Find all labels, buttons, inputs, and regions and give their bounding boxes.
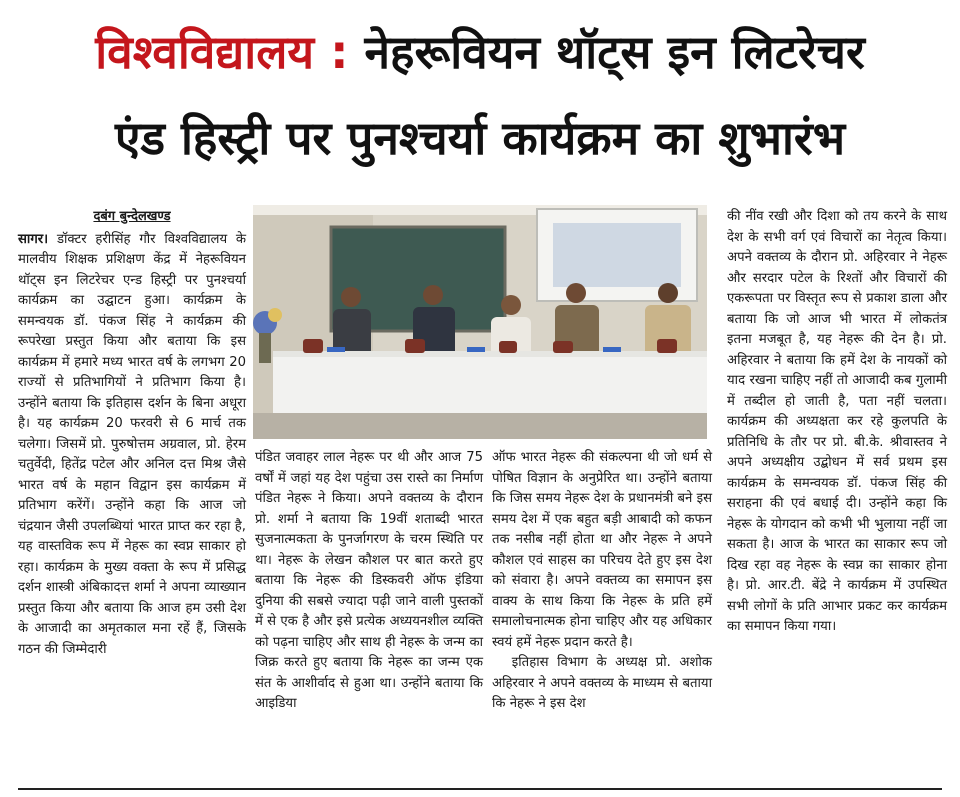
- headline-line-2: एंड हिस्ट्री पर पुनश्चर्या कार्यक्रम का शुभारंभ: [114, 111, 846, 165]
- bottom-rule: [18, 788, 942, 790]
- column-3-body-para-2: इतिहास विभाग के अध्यक्ष प्रो. अशोक अहिरवार ने अपने वक्तव्य के माध्यम से बताया कि नेहरू ने इस देश: [492, 655, 712, 711]
- headline-kicker: विश्वविद्यालय :: [95, 25, 349, 79]
- event-photo-image: [253, 205, 707, 439]
- dateline: सागर।: [18, 231, 49, 247]
- article-column-4: [727, 207, 947, 638]
- column-1-body: डॉक्टर हरीसिंह गौर विश्वविद्यालय के मालवीय शिक्षक प्रशिक्षण केंद्र में नेहरूवियन थॉट्स इन लिटरेचर एन्ड हिस्ट्री पर पुनश्चर्या कार्यक्रम का उद्घाटन हुआ। कार्यक्रम के समन्वयक डॉ. पंकज सिंह ने कार्यक्रम की रूपरेखा प्रस्तुत किया और बताया कि इस कार्यक्रम में हमारे मध्य भारत वर्ष के लगभग 20 राज्यों से प्रतिभागियों ने प्रतिभाग किया है। उन्होंने बताया कि इतिहास दर्शन के बिना अधूरा है। यह कार्यक्रम 20 फरवरी से 6 मार्च तक चलेगा। जिसमें प्रो. पुरुषोत्तम अग्रवाल, प्रो. हेरम चतुर्वेदी, हितेंद्र पटेल और अनिल दत्त मिश्र जैसे भारत वर्ष के महान विद्वान इस कार्यक्रम में प्रतिभाग करेंगें। उन्होंने कहा कि आज जो चंद्रयान जैसी उपलब्धियां भारत प्राप्त कर रहा है, यह वास्तविक रूप में नेहरू का स्वप्न साकार हो रहा। कार्यक्रम के मुख्य वक्ता के रूप में प्रसिद्ध दर्शन शास्त्री अंबिकादत्त शर्मा ने अपना व्याख्यान प्रस्तुत किया और बताया कि आज हम उसी देश के आजादी का अमृतकाल मना रहें हैं, जिसके गठन की जिम्मेदारी: [18, 231, 246, 657]
- column-2-body: पंडित जवाहर लाल नेहरू पर थी और आज 75 वर्षों में जहां यह देश पहुंचा उस रास्ते का निर्माण पंडित नेहरू ने किया। अपने वक्तव्य के दौरान प्रो. शर्मा ने बताया कि 19वीं शताब्दी भारत सुजनात्मकता के पुनर्जागरण के चरम स्थिति पर था। नेहरू के लेखन कौशल पर बात करते हुए बताया कि नेहरू की डिस्कवरी ऑफ इंडिया दुनिया की सबसे ज्यादा पढ़ी जाने वाली पुस्तकों में से एक है और इसे प्रत्येक अध्ययनशील व्यक्ति को पढ़ना चाहिए और साथ ही नेहरू के जन्म का जिक्र करते हुए बताया कि नेहरू का जन्म एक संत के आशीर्वाद से हुआ था। उन्होंने बताया कि आइडिया: [255, 450, 483, 711]
- headline-line-1: [0, 22, 960, 82]
- headline-line-1-text: नेहरूवियन थॉट्स इन लिटरेचर: [364, 25, 865, 79]
- article-column-1: [18, 207, 246, 660]
- article-column-3: [492, 448, 712, 715]
- column-4-body: की नींव रखी और दिशा को तय करने के साथ देश के सभी वर्ग एवं विचारों का नेतृत्व किया। अपने वक्तव्य के दौरान प्रो. अहिरवार ने नेहरू और सरदार पटेल के रिश्तों और विचारों की एकरूपता पर विस्तृत रूप से प्रकाश डाला और बताया कि जो आज भी भारत में लोकतंत्र इतना मजबूत है, यह नेहरू की देन है। प्रो. अहिरवार ने बताया कि हमें देश के नायकों को याद रखना चाहिए नहीं तो आजादी कब गुलामी में तब्दील हो जाती है, पता नहीं चलता। कार्यक्रम की अध्यक्षता कर रहे कुलपति के प्रतिनिधि के तौर पर प्रो. बी.के. श्रीवास्तव ने अपने अध्यक्षीय उद्बोधन में सर्व प्रथम इस कार्यक्रम के समन्वयक डॉ. पंकज सिंह की सराहना की एवं बधाई दी। उन्होंने कहा कि नेहरू के योगदान को कभी भी भुलाया नहीं जा सकता है। आज के भारत का साकार रूप जो दिख रहा वह नेहरू के स्वप्न का साकार होना है। प्रो. आर.टी. बेंद्रे ने कार्यक्रम में उपस्थित सभी लोगों के प्रति आभार प्रकट कर कार्यक्रम का समापन किया गया।: [727, 209, 947, 634]
- article-column-2: [255, 448, 483, 715]
- column-1-text: [18, 230, 246, 661]
- headline: [0, 0, 960, 190]
- byline: दबंग बुन्देलखण्ड: [93, 209, 171, 224]
- column-3-body: ऑफ भारत नेहरू की संकल्पना थी जो धर्म से पोषित विज्ञान के अनुप्रेरित था। उन्होंने बताया कि जिस समय नेहरू देश के प्रधानमंत्री बने इस समय देश में एक बहुत बड़ी आबादी को कफन तक नसीब नहीं होता था और नेहरू ने अपने कौशल एवं साहस का परिचय देते हुए इस देश को संवारा है। अपने वक्तव्य का समापन इस वाक्य के साथ किया कि नेहरू के प्रति हमें समालोचनात्मक होना चाहिए और यह अधिकार स्वयं हमें नेहरू प्रदान करते है।: [492, 450, 712, 650]
- event-photo: [253, 205, 707, 439]
